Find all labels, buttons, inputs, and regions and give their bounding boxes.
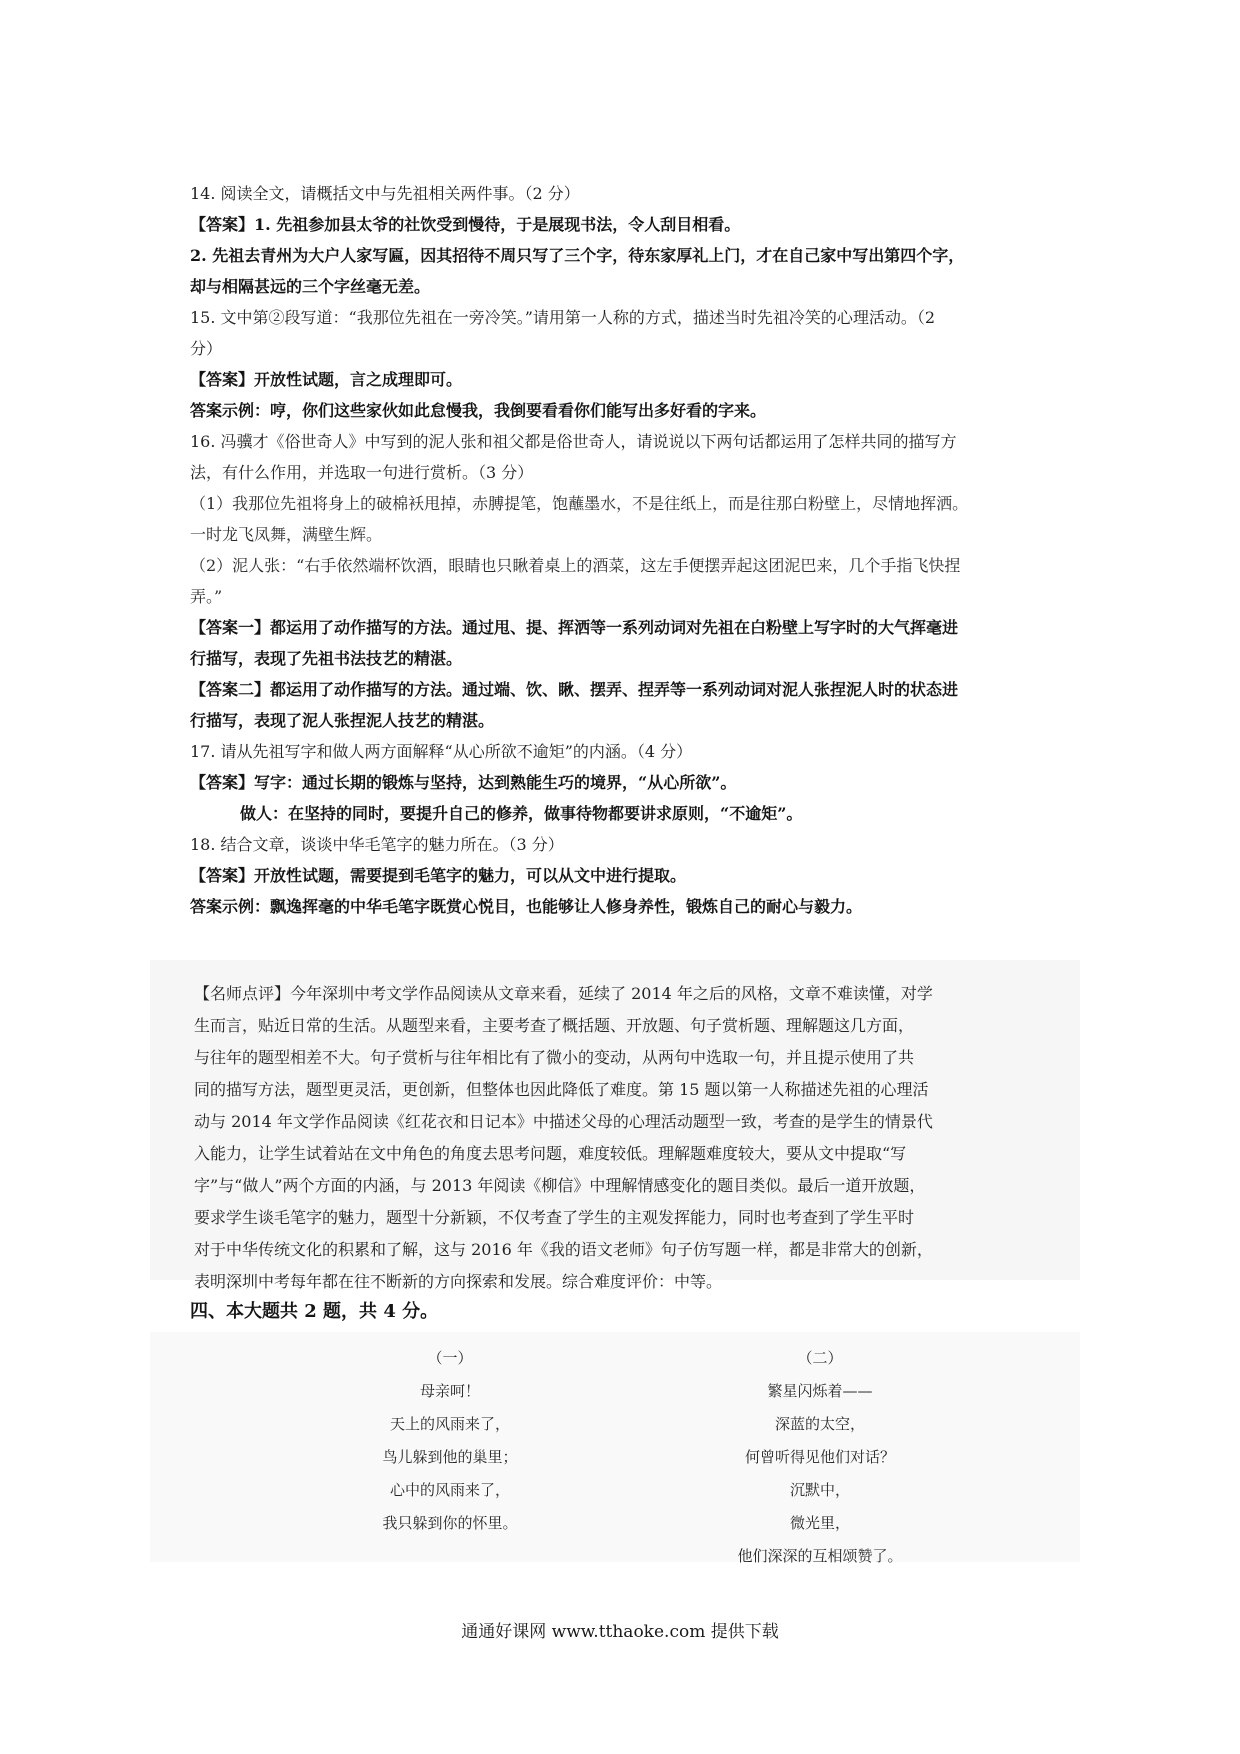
- review-line: 对于中华传统文化的积累和了解，这与 2016 年《我的语文老师》句子仿写题一样，都是非常大的创新，: [194, 1240, 933, 1259]
- poem-line: 他们深深的互相颂赞了。: [737, 1547, 903, 1565]
- poem-one: [330, 1342, 570, 1540]
- question-15-line-2: 分）: [190, 339, 223, 358]
- review-line: 要求学生谈毛笔字的魅力，题型十分新颖，不仅考查了学生的主观发挥能力，同时也考查到了学生平时: [194, 1208, 915, 1227]
- question-18: 18. 结合文章，谈谈中华毛笔字的魅力所在。（3 分）: [190, 835, 564, 854]
- answer-15-line-2: 答案示例：哼，你们这些家伙如此怠慢我，我倒要看看你们能写出多好看的字来。: [190, 401, 767, 420]
- answer-14-line-2: 2. 先祖去青州为大户人家写匾，因其招待不周只写了三个字，待东家厚礼上门，才在自己家中写出第四个字，: [190, 246, 965, 265]
- question-15-line-1: 15. 文中第②段写道：“我那位先祖在一旁冷笑。”请用第一人称的方式，描述当时先祖冷笑的心理活动。（2: [190, 308, 936, 327]
- question-16-sentence-1-line-1: （1）我那位先祖将身上的破棉袄甩掉，赤膊提笔，饱蘸墨水，不是往纸上，而是往那白粉壁上，尽情地挥洒。: [190, 494, 969, 513]
- review-line: 【名师点评】今年深圳中考文学作品阅读从文章来看，延续了 2014 年之后的风格，文章不难读懂，对学: [194, 984, 933, 1003]
- question-16-sentence-2-line-2: 弄。”: [190, 587, 223, 606]
- review-line: 入能力，让学生试着站在文中角色的角度去思考问题，难度较低。理解题难度较大，要从文中提取“写: [194, 1144, 907, 1163]
- review-line: 生而言，贴近日常的生活。从题型来看，主要考查了概括题、开放题、句子赏析题、理解题这几方面，: [194, 1016, 915, 1035]
- poem-two-title: （二）: [797, 1349, 843, 1367]
- questions-section: [190, 178, 1070, 922]
- answer-14-line-3: 却与相隔甚远的三个字丝毫无差。: [190, 277, 431, 296]
- answer-16-one-line-2: 行描写，表现了先祖书法技艺的精湛。: [190, 649, 463, 668]
- answer-18-line-1: 【答案】开放性试题，需要提到毛笔字的魅力，可以从文中进行提取。: [190, 866, 687, 885]
- poem-line: 何曾听得见他们对话？: [744, 1448, 895, 1466]
- answer-16-two-line-1: 【答案二】都运用了动作描写的方法。通过端、饮、瞅、摆弄、捏弄等一系列动词对泥人张捏泥人时的状态进: [190, 680, 959, 699]
- poem-line: 母亲呵！: [419, 1382, 480, 1400]
- section-four-heading: 四、本大题共 2 题，共 4 分。: [190, 1301, 439, 1322]
- answer-16-one-line-1: 【答案一】都运用了动作描写的方法。通过甩、提、挥洒等一系列动词对先祖在白粉壁上写字时的大气挥毫进: [190, 618, 959, 637]
- answer-14-line-1: 【答案】1. 先祖参加县太爷的社饮受到慢待，于是展现书法，令人刮目相看。: [190, 215, 741, 234]
- poem-line: 心中的风雨来了，: [389, 1481, 510, 1499]
- poem-line: 我只躲到你的怀里。: [382, 1514, 518, 1532]
- review-line: 动与 2014 年文学作品阅读《红花衣和日记本》中描述父母的心理活动题型一致，考查的是学生的情景代: [194, 1112, 933, 1131]
- question-17: 17. 请从先祖写字和做人两方面解释“从心所欲不逾矩”的内涵。（4 分）: [190, 742, 693, 761]
- poem-line: 微光里，: [789, 1514, 850, 1532]
- review-line: 同的描写方法，题型更灵活，更创新，但整体也因此降低了难度。第 15 题以第一人称描述先祖的心理活: [194, 1080, 929, 1099]
- answer-18-line-2: 答案示例：飘逸挥毫的中华毛笔字既赏心悦目，也能够让人修身养性，锻炼自己的耐心与毅力。: [190, 897, 863, 916]
- poem-line: 繁星闪烁着——: [767, 1382, 873, 1400]
- answer-17-line-1: 【答案】写字：通过长期的锻炼与坚持，达到熟能生巧的境界，“从心所欲”。: [190, 773, 737, 792]
- answer-17-line-2: 做人：在坚持的同时，要提升自己的修养，做事待物都要讲求原则，“不逾矩”。: [240, 804, 803, 823]
- review-line: 与往年的题型相差不大。句子赏析与往年相比有了微小的变动，从两句中选取一句，并且提示使用了共: [194, 1048, 915, 1067]
- download-footer: 通通好课网 www.tthaoke.com 提供下载: [461, 1622, 779, 1642]
- question-16-sentence-1-line-2: 一时龙飞凤舞，满壁生辉。: [190, 525, 383, 544]
- review-line: 字”与“做人”两个方面的内涵，与 2013 年阅读《柳信》中理解情感变化的题目类似。最后一道开放题，: [194, 1176, 926, 1195]
- poem-line: 鸟儿躲到他的巢里；: [382, 1448, 518, 1466]
- poem-two: [670, 1342, 970, 1573]
- answer-16-two-line-2: 行描写，表现了泥人张捏泥人技艺的精湛。: [190, 711, 495, 730]
- answer-15-line-1: 【答案】开放性试题，言之成理即可。: [190, 370, 463, 389]
- question-16-line-1: 16. 冯骥才《俗世奇人》中写到的泥人张和祖父都是俗世奇人，请说说以下两句话都运用了怎样共同的描写方: [190, 432, 957, 451]
- question-16-line-2: 法，有什么作用，并选取一句进行赏析。（3 分）: [190, 463, 534, 482]
- poem-line: 天上的风雨来了，: [389, 1415, 510, 1433]
- poem-one-title: （一）: [427, 1349, 473, 1367]
- poem-line: 深蓝的太空，: [774, 1415, 865, 1433]
- teacher-review-box: [150, 960, 1080, 1291]
- poem-line: 沉默中，: [789, 1481, 850, 1499]
- question-16-sentence-2-line-1: （2）泥人张：“右手依然端杯饮酒，眼睛也只瞅着桌上的酒菜，这左手便摆弄起这团泥巴来，几个手指飞快捏: [190, 556, 961, 575]
- question-14: 14. 阅读全文，请概括文中与先祖相关两件事。（2 分）: [190, 184, 580, 203]
- review-line: 表明深圳中考每年都在往不断新的方向探索和发展。综合难度评价：中等。: [194, 1272, 723, 1291]
- poems-area: [150, 1332, 1080, 1565]
